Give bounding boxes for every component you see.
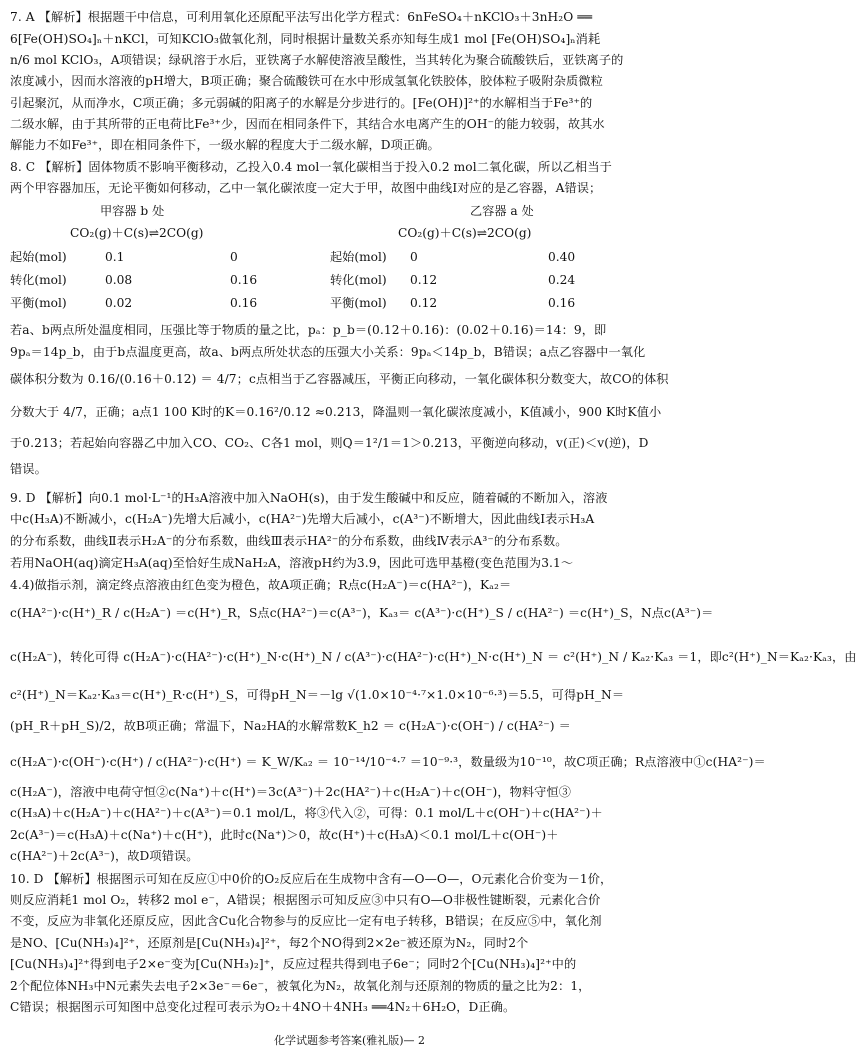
table-cell: 0.16 [230, 296, 258, 310]
text-line: c(H₂A⁻)·c(OH⁻)·c(H⁺) / c(HA²⁻)·c(H⁺) ＝ K_W/Kₐ₂ ＝ 10⁻¹⁴/10⁻⁴·⁷ ＝10⁻⁹·³，数量级为10⁻¹⁰，故C项正确；R点溶液中①c(HA²⁻)＝ [10, 755, 766, 769]
table-cell: 0.16 [548, 296, 576, 310]
text-line: 7. A 【解析】根据题干中信息，可利用氧化还原配平法写出化学方程式：6nFeSO₄＋nKClO₃＋3nH₂O ══ [10, 10, 593, 24]
text-line: 解能力不如Fe³⁺，即在相同条件下，一级水解的程度大于二级水解，D项正确。 [10, 138, 440, 152]
table-a-title: 甲容器 b 处 [100, 204, 165, 218]
text-line: C错误；根据图示可知图中总变化过程可表示为O₂＋4NO＋4NH₃ ══4N₂＋6H₂O，D正确。 [10, 1000, 516, 1014]
text-line: 9pₐ＝14p_b，由于b点温度更高，故a、b两点所处状态的压强大小关系：9pₐ＜14p_b，B错误；a点乙容器中一氧化 [10, 345, 646, 359]
text-line: 分数大于 4/7，正确；a点1 100 K时的K＝0.16²/0.12 ≈0.213，降温则一氧化碳浓度减小，K值减小，900 K时K值小 [10, 405, 662, 419]
page-footer: 化学试题参考答案(雅礼版)— 2 [273, 1034, 426, 1047]
text-line: [Cu(NH₃)₄]²⁺得到电子2×e⁻变为[Cu(NH₃)₂]⁺，反应过程共得到电子6e⁻；同时2个[Cu(NH₃)₄]²⁺中的 [10, 957, 577, 971]
table-cell: 0.12 [410, 296, 438, 310]
text-line: c(HA²⁻)·c(H⁺)_R / c(H₂A⁻) ＝c(H⁺)_R，S点c(HA²⁻)＝c(A³⁻)，Kₐ₃＝ c(A³⁻)·c(H⁺)_S / c(HA²⁻) ＝c(H⁺)_S，N点c(A³⁻)＝ [10, 606, 714, 620]
table-b-title: 乙容器 a 处 [470, 204, 534, 218]
text-line: 8. C 【解析】固体物质不影响平衡移动，乙投入0.4 mol一氧化碳相当于投入0.2 mol二氧化碳，所以乙相当于 [10, 160, 612, 174]
text-line: 浓度减小，因而水溶液的pH增大，B项正确；聚合硫酸铁可在水中形成氢氧化铁胶体，胶体粒子吸附杂质微粒 [10, 74, 603, 88]
text-line: 的分布系数，曲线Ⅱ表示H₂A⁻的分布系数，曲线Ⅲ表示HA²⁻的分布系数，曲线Ⅳ表示A³⁻的分布系数。 [10, 534, 568, 548]
table-cell: 0.12 [410, 273, 438, 287]
text-line: c(HA²⁻)＋2c(A³⁻)，故D项错误。 [10, 849, 199, 863]
text-line: 中c(H₃A)不断减小，c(H₂A⁻)先增大后减小，c(HA²⁻)先增大后减小，c(A³⁻)不断增大，因此曲线Ⅰ表示H₃A [10, 512, 595, 526]
text-line: 则反应消耗1 mol O₂，转移2 mol e⁻，A错误；根据图示可知反应③中只有O—O非极性键断裂，元素化合价 [10, 893, 601, 907]
text-line: 若a、b两点所处温度相同，压强比等于物质的量之比，pₐ：p_b＝(0.12＋0.16)：(0.02＋0.16)＝14：9，即 [10, 323, 607, 337]
text-line: 错误。 [10, 462, 47, 476]
table-cell: 0.40 [548, 250, 576, 264]
table-row-label: 起始(mol) [330, 250, 387, 264]
text-line: 2c(A³⁻)＝c(H₃A)＋c(Na⁺)＋c(H⁺)，此时c(Na⁺)＞0，故c(H⁺)＋c(H₃A)＜0.1 mol/L＋c(OH⁻)＋ [10, 828, 559, 842]
table-cell: 0.02 [105, 296, 133, 310]
text-line: 不变，反应为非氧化还原反应，因此含Cu化合物参与的反应比一定有电子转移，B错误；在反应⑤中，氧化剂 [10, 914, 602, 928]
text-line: 引起聚沉，从而净水，C项正确；多元弱碱的阳离子的水解是分步进行的。[Fe(OH)]²⁺的水解相当于Fe³⁺的 [10, 96, 593, 110]
table-cell: 0 [230, 250, 238, 264]
text-line: 是NO、[Cu(NH₃)₄]²⁺，还原剂是[Cu(NH₃)₄]²⁺，每2个NO得到2×2e⁻被还原为N₂，同时2个 [10, 936, 529, 950]
text-line: c(H₂A⁻)，溶液中电荷守恒②c(Na⁺)＋c(H⁺)＝3c(A³⁻)＋2c(HA²⁻)＋c(H₂A⁻)＋c(OH⁻)，物料守恒③ [10, 785, 572, 799]
text-line: 4.4)做指示剂，滴定终点溶液由红色变为橙色，故A项正确；R点c(H₂A⁻)＝c(HA²⁻)，Kₐ₂＝ [10, 578, 512, 592]
text-line: 二级水解，由于其所带的正电荷比Fe³⁺少，因而在相同条件下，其结合水电离产生的OH⁻的能力较弱，故其水 [10, 117, 605, 131]
text-line: c(H₃A)＋c(H₂A⁻)＋c(HA²⁻)＋c(A³⁻)＝0.1 mol/L，将③代入②，可得：0.1 mol/L＋c(OH⁻)＋c(HA²⁻)＋ [10, 806, 603, 820]
table-cell: 0.1 [105, 250, 125, 264]
table-row-label: 转化(mol) [330, 273, 387, 287]
text-line: 9. D 【解析】向0.1 mol·L⁻¹的H₃A溶液中加入NaOH(s)，由于发生酸碱中和反应，随着碱的不断加入，溶液 [10, 491, 608, 505]
table-cell: 0.16 [230, 273, 258, 287]
text-line: 若用NaOH(aq)滴定H₃A(aq)至恰好生成NaH₂A，溶液pH约为3.9，因此可选甲基橙(变色范围为3.1～ [10, 556, 574, 570]
table-row-label: 转化(mol) [10, 273, 67, 287]
table-row-label: 平衡(mol) [330, 296, 387, 310]
text-line: 2个配位体NH₃中N元素失去电子2×3e⁻＝6e⁻，被氧化为N₂，故氧化剂与还原剂的物质的量之比为2：1， [10, 979, 591, 993]
table-cell: 0.24 [548, 273, 576, 287]
text-line: 两个甲容器加压，无论平衡如何移动，乙中一氧化碳浓度一定大于甲，故图中曲线Ⅰ对应的是乙容器，A错误； [10, 181, 602, 195]
text-line: c(H₂A⁻)，转化可得 c(H₂A⁻)·c(HA²⁻)·c(H⁺)_N·c(H⁺)_N / c(A³⁻)·c(HA²⁻)·c(H⁺)_N·c(H⁺)_N ＝ c²(H⁺)_N / Kₐ₂·Kₐ₃ ＝1，即c²(H⁺)_N＝Kₐ₂·Kₐ₃，由 [10, 650, 857, 664]
text-line: 6[Fe(OH)SO₄]ₙ＋nKCl，可知KClO₃做氧化剂，同时根据计量数关系亦知每生成1 mol [Fe(OH)SO₄]ₙ消耗 [10, 32, 601, 46]
text-line: 碳体积分数为 0.16/(0.16＋0.12) ＝ 4/7；c点相当于乙容器减压，平衡正向移动，一氧化碳体积分数变大，故CO的体积 [10, 372, 669, 386]
text-line: (pH_R＋pH_S)/2，故B项正确；常温下，Na₂HA的水解常数K_h2 ＝ c(H₂A⁻)·c(OH⁻) / c(HA²⁻) ＝ [10, 719, 571, 733]
table-a-equation: CO₂(g)＋C(s)⇌2CO(g) [70, 226, 204, 240]
text-line: n/6 mol KClO₃，A项错误；绿矾溶于水后，亚铁离子水解使溶液呈酸性，当其转化为聚合硫酸铁后，亚铁离子的 [10, 53, 624, 67]
text-line: c²(H⁺)_N＝Kₐ₂·Kₐ₃＝c(H⁺)_R·c(H⁺)_S，可得pH_N＝－lg √(1.0×10⁻⁴·⁷×1.0×10⁻⁶·³)＝5.5，可得pH_N＝ [10, 688, 625, 702]
table-cell: 0 [410, 250, 418, 264]
table-row-label: 平衡(mol) [10, 296, 67, 310]
text-line: 于0.213；若起始向容器乙中加入CO、CO₂、C各1 mol，则Q＝1²/1＝1＞0.213，平衡逆向移动，v(正)＜v(逆)，D [10, 436, 649, 450]
table-row-label: 起始(mol) [10, 250, 67, 264]
text-line: 10. D 【解析】根据图示可知在反应①中0价的O₂反应后在生成物中含有—O—O—，O元素化合价变为－1价， [10, 872, 613, 886]
table-b-equation: CO₂(g)＋C(s)⇌2CO(g) [398, 226, 532, 240]
table-cell: 0.08 [105, 273, 133, 287]
